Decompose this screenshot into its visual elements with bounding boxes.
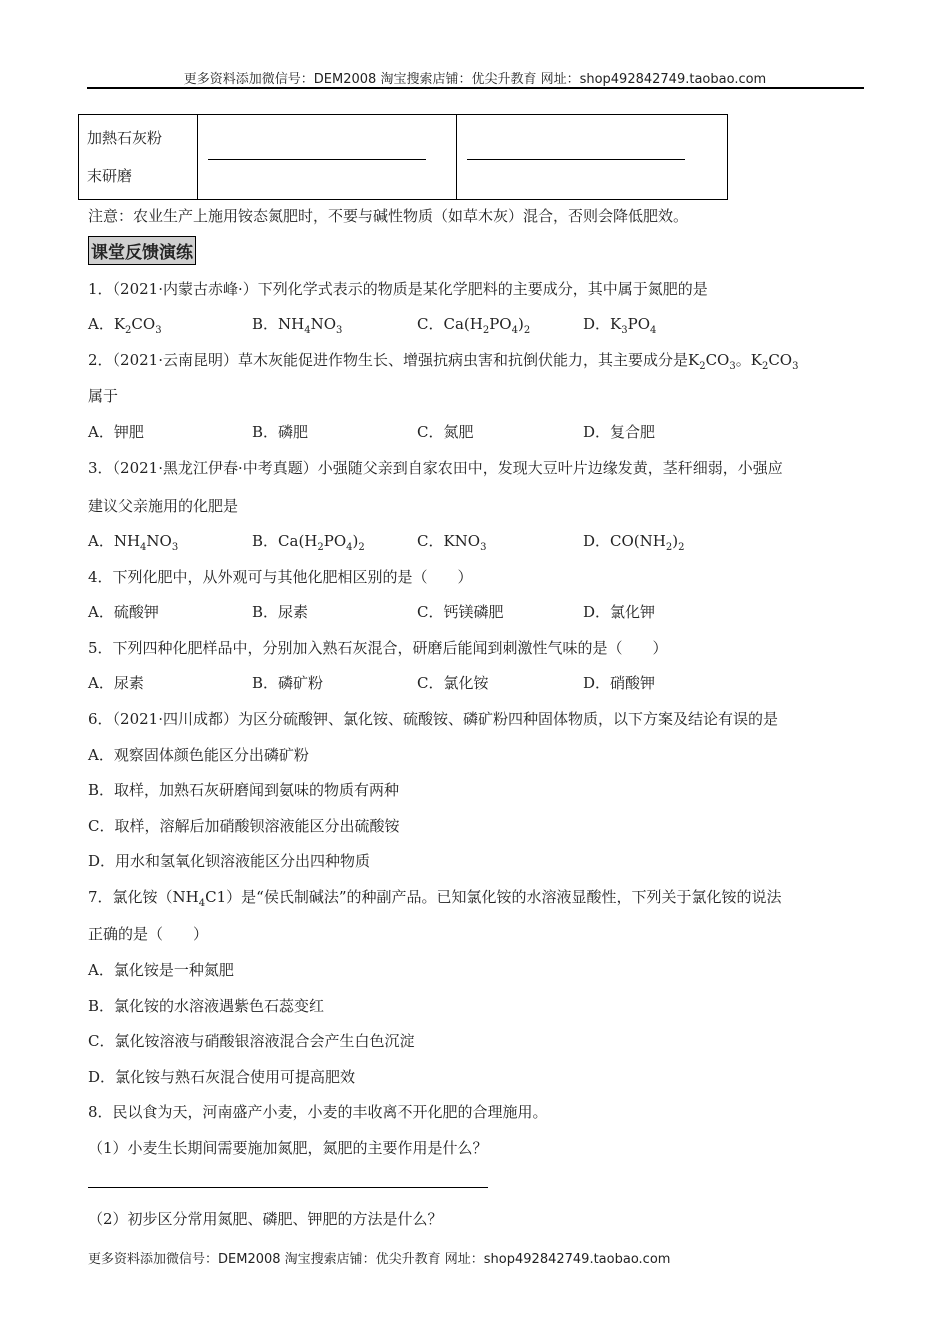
q8-stem: 8．民以食为天，河南盛产小麦，小麦的丰收离不开化肥的合理施用。	[88, 1103, 548, 1121]
q1-option-c[interactable]: C．$Ca(H_2PO_4)_2$	[417, 315, 531, 336]
q1-option-a[interactable]: A．$K_2CO_3$	[88, 315, 162, 336]
q2-option-b[interactable]: B．磷肥	[252, 423, 309, 441]
q1-option-b[interactable]: B．$NH_4NO_3$	[252, 315, 343, 336]
q8-part2: （2）初步区分常用氮肥、磷肥、钾肥的方法是什么？	[88, 1210, 443, 1228]
answer-blank[interactable]	[467, 158, 685, 160]
experiment-table	[78, 114, 728, 200]
q6-option-a[interactable]: A．观察固体颜色能区分出磷矿粉	[88, 746, 309, 764]
q3-option-a[interactable]: A．$NH_4NO_3$	[88, 532, 179, 553]
header-rule	[87, 87, 864, 89]
q3-stem: 3．（2021·黑龙江伊春·中考真题）小强随父亲到自家农田中，发现大豆叶片边缘发黄，茎秆细弱，小强应	[88, 459, 783, 477]
q5-option-d[interactable]: D．硝酸钾	[583, 674, 656, 692]
q7-option-d[interactable]: D．氯化铵与熟石灰混合使用可提高肥效	[88, 1068, 356, 1086]
q2-option-c[interactable]: C．氮肥	[417, 423, 474, 441]
q4-option-b[interactable]: B．尿素	[252, 603, 309, 621]
q5-option-c[interactable]: C．氯化铵	[417, 674, 489, 692]
q6-option-c[interactable]: C．取样，溶解后加硝酸钡溶液能区分出硫酸铵	[88, 817, 400, 835]
q7-option-a[interactable]: A．氯化铵是一种氮肥	[88, 961, 234, 979]
q2-option-a[interactable]: A．钾肥	[88, 423, 144, 441]
q4-stem: 4．下列化肥中，从外观可与其他化肥相区别的是（ ）	[88, 568, 473, 586]
note-text: 注意：农业生产上施用铵态氮肥时，不要与碱性物质（如草木灰）混合，否则会降低肥效。	[88, 207, 689, 225]
q7-option-c[interactable]: C．氯化铵溶液与硝酸银溶液混合会产生白色沉淀	[88, 1032, 415, 1050]
q1-stem: 1．（2021·内蒙古赤峰·）下列化学式表示的物质是某化学肥料的主要成分，其中属于氮肥的是	[88, 280, 708, 298]
q8-answer-line[interactable]	[88, 1187, 488, 1188]
answer-blank[interactable]	[208, 158, 426, 160]
q1-option-d[interactable]: D．$K_3PO_4$	[583, 315, 657, 336]
q3-option-d[interactable]: D．$CO(NH_2)_2$	[583, 532, 685, 553]
table-label-line1: 加熱石灰粉	[87, 129, 163, 147]
q6-option-b[interactable]: B．取样，加熟石灰研磨闻到氨味的物质有两种	[88, 781, 400, 799]
q2-option-d[interactable]: D．复合肥	[583, 423, 656, 441]
q6-option-d[interactable]: D．用水和氢氧化钡溶液能区分出四种物质	[88, 852, 371, 870]
q5-option-a[interactable]: A．尿素	[88, 674, 144, 692]
q2-stem-cont: 属于	[88, 387, 119, 405]
page-footer: 更多资料添加微信号：DEM2008 淘宝搜索店铺：优尖升教育 网址：shop492842749.taobao.com	[88, 1252, 671, 1267]
section-title: 课堂反馈演练	[88, 236, 196, 265]
table-label-cell	[79, 115, 198, 200]
q3-stem-cont: 建议父亲施用的化肥是	[88, 497, 239, 515]
q7-stem: 7．氯化铵$(NH_4C1)$是“侯氏制碱法”的种副产品。已知氯化铵的水溶液显酸性，下列关于氯化铵的说法	[88, 888, 782, 909]
q2-stem: 2．（2021·云南昆明）草木灰能促进作物生长、增强抗病虫害和抗倒伏能力，其主要成分是$K_2CO_3$。$K_2CO_3$	[88, 351, 799, 372]
q4-option-d[interactable]: D．氯化钾	[583, 603, 656, 621]
table-answer-cell-1	[198, 115, 457, 200]
page-header: 更多资料添加微信号：DEM2008 淘宝搜索店铺：优尖升教育 网址：shop492842749.taobao.com	[183, 72, 767, 87]
table-answer-cell-2	[457, 115, 728, 200]
q7-option-b[interactable]: B．氯化铵的水溶液遇紫色石蕊变红	[88, 997, 325, 1015]
q3-option-b[interactable]: B．$Ca(H_2PO_4)_2$	[252, 532, 365, 553]
q4-option-a[interactable]: A．硫酸钾	[88, 603, 159, 621]
q7-stem-cont: 正确的是（ ）	[88, 925, 209, 943]
q5-option-b[interactable]: B．磷矿粉	[252, 674, 324, 692]
q6-stem: 6．（2021·四川成都）为区分硫酸钾、氯化铵、硫酸铵、磷矿粉四种固体物质，以下方案及结论有误的是	[88, 710, 778, 728]
table-label-line2: 末研磨	[87, 167, 133, 185]
q3-option-c[interactable]: C．$KNO_3$	[417, 532, 487, 553]
q4-option-c[interactable]: C．钙镁磷肥	[417, 603, 504, 621]
q8-part1: （1）小麦生长期间需要施加氮肥，氮肥的主要作用是什么？	[88, 1139, 488, 1157]
q5-stem: 5．下列四种化肥样品中，分别加入熟石灰混合，研磨后能闻到刺激性气味的是（ ）	[88, 639, 668, 657]
